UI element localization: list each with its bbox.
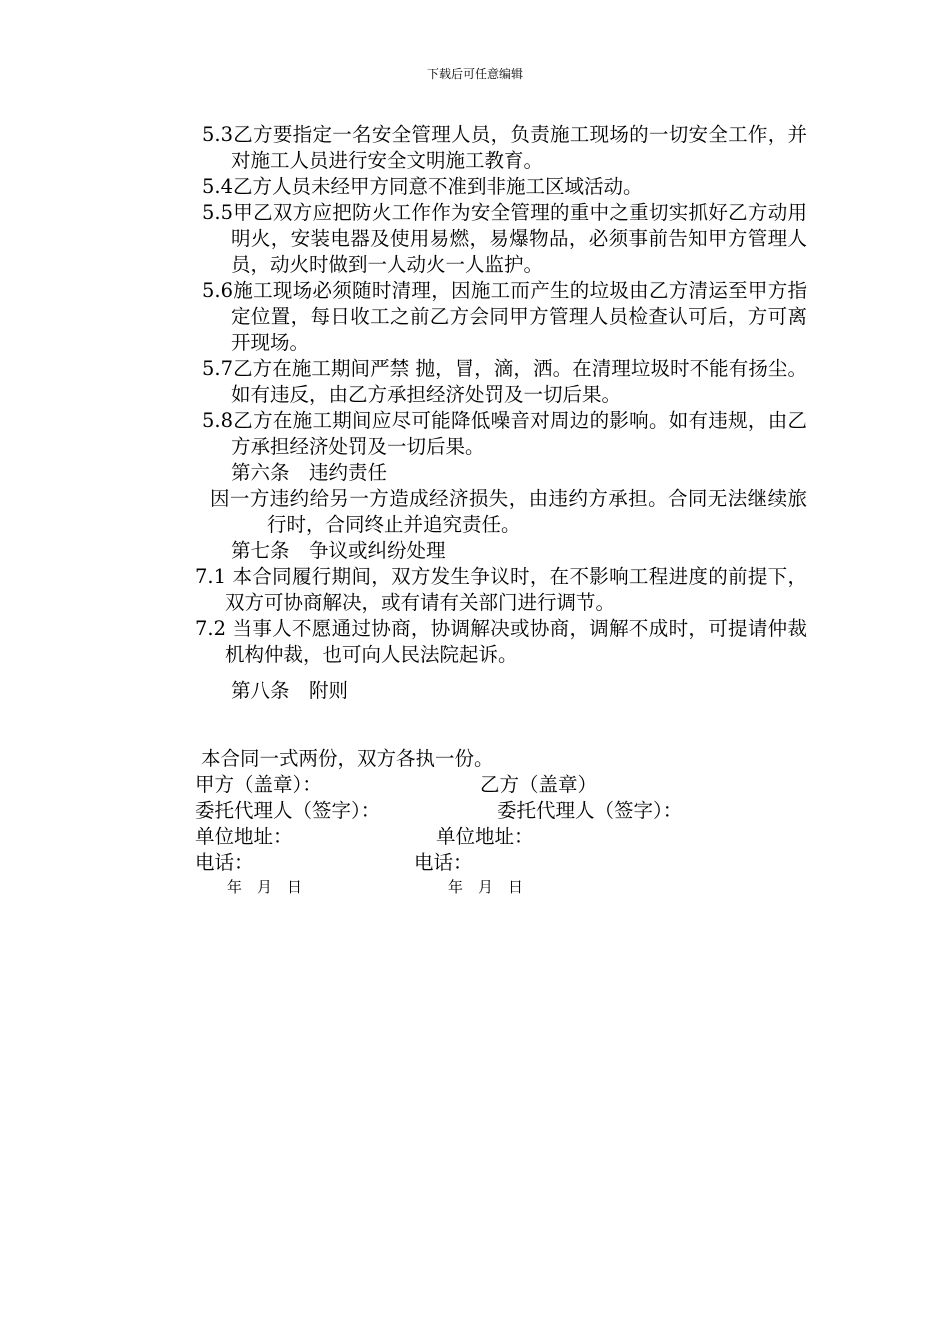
contract-body [195,122,807,704]
page-header: 下载后可任意编辑 [426,67,523,81]
signature-block [195,746,807,898]
clause-7-1: 7.1 本合同履行期间，双方发生争议时，在不影响工程进度的前提下，双方可协商解决，或有请有关部门进行调节。 [195,565,807,614]
phone-b: 电话： [414,851,473,874]
agent-b-signature: 委托代理人（签字）： [497,799,683,822]
agent-row [195,798,807,824]
phone-a: 电话： [195,851,254,874]
address-a: 单位地址： [195,825,293,848]
clause-5-6: 5.6施工现场必须随时清理，因施工而产生的垃圾由乙方清运至甲方指定位置，每日收工之前乙方会同甲方管理人员检查认可后，方可离开现场。 [202,279,807,354]
clause-5-3: 5.3乙方要指定一名安全管理人员，负责施工现场的一切安全工作，并对施工人员进行安全文明施工教育。 [202,123,807,172]
article-7-heading: 第七条 争议或纠纷处理 [231,539,446,562]
clause-5-5: 5.5甲乙双方应把防火工作作为安全管理的重中之重切实抓好乙方动用明火，安装电器及使用易燃，易爆物品，必须事前告知甲方管理人员，动火时做到一人动火一人监护。 [202,201,807,276]
address-row [195,824,807,850]
copies-line [195,746,807,772]
party-a-seal: 甲方（盖章）： [195,773,322,796]
phone-row [195,850,807,876]
article-6-heading: 第六条 违约责任 [231,461,388,484]
article-6-text: 因一方违约给另一方造成经济损失，由违约方承担。合同无法继续旅行时，合同终止并追究责任。 [210,487,807,536]
article-8-heading: 第八条 附则 [231,679,349,702]
date-b: 年 月 日 [448,878,524,896]
copies-text: 本合同一式两份，双方各执一份。 [201,747,494,770]
address-b: 单位地址： [436,825,534,848]
agent-a-signature: 委托代理人（签字）： [195,799,381,822]
clause-5-4: 5.4乙方人员未经甲方同意不准到非施工区域活动。 [202,175,643,198]
date-row [195,876,807,898]
clause-5-8: 5.8乙方在施工期间应尽可能降低噪音对周边的影响。如有违规，由乙方承担经济处罚及一切后果。 [202,409,807,458]
date-a: 年 月 日 [227,878,303,896]
clause-5-7: 5.7乙方在施工期间严禁 抛，冒，滴，洒。在清理垃圾时不能有扬尘。如有违反，由乙方承担经济处罚及一切后果。 [202,357,807,406]
party-row [195,772,807,798]
clause-7-2: 7.2 当事人不愿通过协商，协调解决或协商，调解不成时，可提请仲裁机构仲裁，也可向人民法院起诉。 [195,617,807,666]
spacer [195,668,807,678]
party-b-seal: 乙方（盖章） [480,773,598,796]
